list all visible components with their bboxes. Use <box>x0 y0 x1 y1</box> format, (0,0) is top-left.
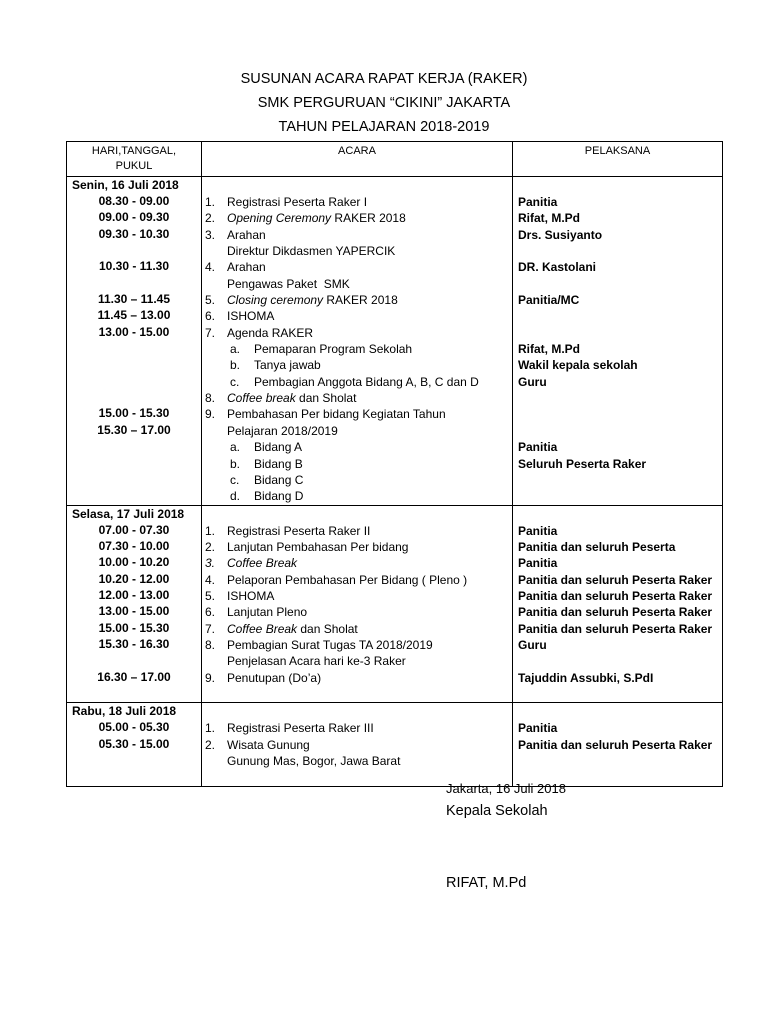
item-text-wrapper <box>227 539 408 555</box>
time-slot <box>67 752 201 768</box>
item-number: a. <box>230 440 241 455</box>
agenda-item <box>202 621 512 637</box>
agenda-item <box>202 737 512 753</box>
agenda-item <box>202 686 512 702</box>
item-text: Lanjutan Pleno <box>227 605 308 620</box>
agenda-item <box>202 390 512 406</box>
time-column-cell <box>67 505 202 703</box>
item-number: 7. <box>205 325 216 340</box>
item-text-wrapper <box>254 472 303 488</box>
time-slot: 07.00 - 07.30 <box>98 522 170 537</box>
item-text-wrapper <box>227 210 406 226</box>
item-text-wrapper <box>227 423 338 439</box>
item-text: Penutupan (Do’a) <box>227 670 322 685</box>
time-slot <box>67 356 201 372</box>
item-number: 3. <box>205 556 216 571</box>
item-number: 6. <box>205 309 216 324</box>
agenda-item <box>202 637 512 653</box>
time-slot: 05.00 - 05.30 <box>98 720 170 735</box>
item-text: Pengawas Paket SMK <box>227 276 350 291</box>
pelaksana-entry <box>513 243 722 259</box>
item-text-wrapper <box>227 276 350 292</box>
time-slot: 12.00 - 13.00 <box>98 587 170 602</box>
item-text: Pelaporan Pembahasan Per Bidang ( Pleno ) <box>227 572 468 587</box>
time-slot: 05.30 - 15.00 <box>98 736 170 751</box>
acara-column-cell <box>202 703 513 786</box>
item-text-wrapper <box>254 374 479 390</box>
item-number: c. <box>230 374 240 389</box>
item-number: 5. <box>205 588 216 603</box>
pelaksana-entry: Rifat, M.Pd <box>518 342 580 357</box>
agenda-item <box>202 604 512 620</box>
item-number: 1. <box>205 721 216 736</box>
item-text-wrapper <box>227 292 398 308</box>
header-col1-line1: HARI,TANGGAL, <box>91 145 177 157</box>
time-slot: 13.00 - 15.00 <box>98 604 170 619</box>
header-hari-tanggal-pukul <box>67 142 202 177</box>
time-slot <box>67 340 201 356</box>
item-text: Gunung Mas, Bogor, Jawa Barat <box>227 754 401 768</box>
agenda-item <box>202 292 512 308</box>
agenda-item <box>202 472 512 488</box>
pelaksana-column-cell <box>513 703 723 786</box>
time-slot <box>67 685 201 701</box>
time-slot: 10.00 - 10.20 <box>98 555 170 570</box>
agenda-item <box>202 488 512 504</box>
footer-position: Kepala Sekolah <box>446 803 548 819</box>
header-acara: ACARA <box>202 142 513 177</box>
item-text: Registrasi Peserta Raker II <box>227 523 371 538</box>
pelaksana-entry: Guru <box>518 637 547 652</box>
pelaksana-entry: Panitia dan seluruh Peserta Raker <box>518 572 713 587</box>
item-number: c. <box>230 472 240 487</box>
pelaksana-column-cell <box>513 177 723 506</box>
item-text: ISHOMA <box>227 588 275 603</box>
item-text-wrapper <box>227 406 446 422</box>
item-number: 8. <box>205 391 216 406</box>
day-date-label: Senin, 16 Juli 2018 <box>72 178 179 192</box>
time-slot <box>67 275 201 291</box>
item-number: 5. <box>205 293 216 308</box>
pelaksana-entry: Seluruh Peserta Raker <box>518 456 647 471</box>
day-date-label: Selasa, 17 Juli 2018 <box>72 506 185 521</box>
pelaksana-entry: Tajuddin Assubki, S.PdI <box>518 670 654 685</box>
time-slot <box>67 438 201 454</box>
pelaksana-entry: Panitia dan seluruh Peserta <box>518 539 676 554</box>
item-number: b. <box>230 358 241 373</box>
item-number: 6. <box>205 605 216 620</box>
item-text: Bidang A <box>254 440 303 455</box>
agenda-item <box>202 276 512 292</box>
time-slot <box>67 471 201 487</box>
time-slot <box>67 652 201 668</box>
item-text-wrapper <box>227 720 374 736</box>
pelaksana-entry <box>513 308 722 324</box>
header-col1-line2: PUKUL <box>115 160 153 172</box>
item-text-wrapper <box>254 439 302 455</box>
item-italic-text: Coffee break <box>227 391 296 406</box>
item-text: Wisata Gunung <box>227 737 310 752</box>
item-text-wrapper <box>227 259 266 275</box>
pelaksana-entry: Guru <box>518 374 547 389</box>
item-text: dan Sholat <box>297 621 358 636</box>
item-text-wrapper <box>227 604 307 620</box>
item-text: Bidang B <box>254 456 303 471</box>
pelaksana-entry: Panitia dan seluruh Peserta Raker <box>518 588 713 603</box>
item-text-wrapper <box>227 637 433 653</box>
agenda-item <box>202 572 512 588</box>
agenda-item <box>202 555 512 571</box>
pelaksana-entry <box>513 686 722 702</box>
time-column-cell <box>67 703 202 786</box>
pelaksana-entry: Panitia dan seluruh Peserta Raker <box>518 621 713 636</box>
item-text: Direktur Dikdasmen YAPERCIK <box>227 244 396 259</box>
item-text: Penjelasan Acara hari ke-3 Raker <box>227 654 406 669</box>
item-text-wrapper <box>254 357 321 373</box>
item-text: RAKER 2018 <box>331 211 406 226</box>
pelaksana-entry: Panitia <box>518 195 558 209</box>
item-number: 9. <box>205 407 216 422</box>
agenda-item <box>202 588 512 604</box>
time-slot <box>67 242 201 258</box>
time-slot: 10.30 - 11.30 <box>98 259 170 274</box>
footer-signatory-name: RIFAT, M.Pd <box>446 875 527 891</box>
time-slot <box>67 389 201 405</box>
item-text-wrapper <box>227 753 400 769</box>
time-slot: 09.00 - 09.30 <box>98 210 170 225</box>
pelaksana-entry <box>513 406 722 422</box>
pelaksana-entry: DR. Kastolani <box>518 260 597 275</box>
pelaksana-entry: Panitia <box>518 523 558 538</box>
pelaksana-entry <box>513 653 722 669</box>
acara-column-cell <box>202 505 513 703</box>
agenda-item <box>202 539 512 555</box>
item-text: Bidang C <box>254 472 304 487</box>
item-text-wrapper <box>227 588 274 604</box>
pelaksana-entry: Panitia dan seluruh Peserta Raker <box>518 737 713 752</box>
item-number: 2. <box>205 737 216 752</box>
item-text-wrapper <box>227 227 266 243</box>
header-pelaksana: PELAKSANA <box>513 142 723 177</box>
pelaksana-entry <box>513 423 722 439</box>
item-text: ISHOMA <box>227 309 275 324</box>
time-slot: 15.00 - 15.30 <box>98 620 170 635</box>
item-italic-text: Closing ceremony <box>227 293 324 308</box>
pelaksana-entry: Panitia/MC <box>518 293 580 308</box>
document-title-line1: SUSUNAN ACARA RAPAT KERJA (RAKER) <box>240 71 528 87</box>
item-number: 1. <box>205 195 216 209</box>
item-italic-text: Opening Ceremony <box>227 211 332 226</box>
agenda-item <box>202 423 512 439</box>
document-title-line2: SMK PERGURUAN “CIKINI” JAKARTA <box>257 95 511 111</box>
item-text: Arahan <box>227 260 266 275</box>
item-text-wrapper <box>227 308 274 324</box>
time-column-cell <box>67 177 202 506</box>
agenda-item <box>202 243 512 259</box>
item-text-wrapper <box>227 390 356 406</box>
item-text: Lanjutan Pembahasan Per bidang <box>227 539 409 554</box>
pelaksana-entry <box>513 390 722 406</box>
item-text: Pelajaran 2018/2019 <box>227 423 338 438</box>
item-text: Pembagian Anggota Bidang A, B, C dan D <box>254 374 479 389</box>
item-text: RAKER 2018 <box>323 293 398 308</box>
agenda-item <box>202 406 512 422</box>
day-date-label: Rabu, 18 Juli 2018 <box>72 704 177 719</box>
time-slot: 07.30 - 10.00 <box>98 538 170 553</box>
item-number: 7. <box>205 621 216 636</box>
pelaksana-entry: Panitia dan seluruh Peserta Raker <box>518 605 713 620</box>
item-text: dan Sholat <box>295 391 357 406</box>
day-section-row <box>67 505 723 703</box>
pelaksana-entry: Rifat, M.Pd <box>518 211 580 226</box>
item-number: 1. <box>205 523 216 538</box>
document-title-line3: TAHUN PELAJARAN 2018-2019 <box>278 119 490 135</box>
item-text-wrapper <box>254 488 303 504</box>
agenda-item <box>202 210 512 226</box>
pelaksana-entry <box>513 472 722 488</box>
item-text-wrapper <box>254 456 303 472</box>
item-text-wrapper <box>227 243 395 259</box>
item-text-wrapper <box>227 737 310 753</box>
item-text-wrapper <box>227 653 406 669</box>
item-text-wrapper <box>227 194 367 210</box>
agenda-item <box>202 439 512 455</box>
item-text: Registrasi Peserta Raker I <box>227 195 368 209</box>
item-number: 3. <box>205 227 216 242</box>
pelaksana-entry <box>513 276 722 292</box>
day-section-row <box>67 177 723 506</box>
pelaksana-entry: Wakil kepala sekolah <box>518 358 638 373</box>
time-slot: 11.30 – 11.45 <box>97 292 171 307</box>
item-number: 2. <box>205 211 216 226</box>
time-slot: 11.45 – 13.00 <box>97 308 171 323</box>
item-text-wrapper <box>227 572 467 588</box>
pelaksana-entry <box>513 753 722 769</box>
item-text: Bidang D <box>254 489 304 504</box>
item-italic-text: Coffee Break <box>227 621 298 636</box>
time-slot: 09.30 - 10.30 <box>98 226 170 241</box>
agenda-item <box>202 720 512 736</box>
agenda-item <box>202 357 512 373</box>
pelaksana-entry: Panitia <box>518 440 558 455</box>
agenda-item <box>202 670 512 686</box>
item-number: 4. <box>205 572 216 587</box>
pelaksana-entry: Panitia <box>518 556 558 571</box>
agenda-item <box>202 308 512 324</box>
agenda-item <box>202 194 512 210</box>
agenda-table <box>66 141 723 787</box>
item-number: 4. <box>205 260 216 275</box>
day-section-row <box>67 703 723 786</box>
item-text-wrapper <box>227 523 370 539</box>
time-slot <box>67 373 201 389</box>
item-number: 8. <box>205 637 216 652</box>
pelaksana-entry: Panitia <box>518 721 558 736</box>
item-italic-text: Coffee Break <box>227 556 298 571</box>
acara-column-cell <box>202 177 513 506</box>
time-slot: 15.00 - 15.30 <box>98 406 170 421</box>
time-slot: 10.20 - 12.00 <box>98 571 170 586</box>
agenda-item <box>202 341 512 357</box>
agenda-item <box>202 523 512 539</box>
item-number: a. <box>230 342 241 357</box>
item-text-wrapper <box>227 325 313 341</box>
item-number: d. <box>230 489 241 504</box>
footer-place-date: Jakarta, 16 Juli 2018 <box>446 781 566 796</box>
pelaksana-entry: Drs. Susiyanto <box>518 227 603 242</box>
item-text-wrapper <box>227 555 297 571</box>
time-slot <box>67 487 201 503</box>
agenda-item <box>202 753 512 769</box>
pelaksana-entry <box>513 325 722 341</box>
time-slot <box>67 455 201 471</box>
time-slot: 15.30 – 17.00 <box>97 422 171 437</box>
item-text: Pembagian Surat Tugas TA 2018/2019 <box>227 637 433 652</box>
item-text: Arahan <box>227 227 266 242</box>
item-text: Tanya jawab <box>254 358 321 373</box>
item-text-wrapper <box>254 341 412 357</box>
agenda-item <box>202 374 512 390</box>
pelaksana-column-cell <box>513 505 723 703</box>
time-slot: 16.30 – 17.00 <box>97 669 171 684</box>
item-text: Pemaparan Program Sekolah <box>254 342 413 357</box>
agenda-item <box>202 653 512 669</box>
item-number: 2. <box>205 539 216 554</box>
time-slot <box>67 768 201 784</box>
agenda-item <box>202 325 512 341</box>
item-text: Registrasi Peserta Raker III <box>227 721 374 736</box>
time-slot: 08.30 - 09.00 <box>98 194 170 208</box>
item-text-wrapper <box>227 621 358 637</box>
agenda-item <box>202 227 512 243</box>
item-text: Agenda RAKER <box>227 325 314 340</box>
item-number: b. <box>230 456 241 471</box>
item-text-wrapper <box>227 670 321 686</box>
time-slot: 13.00 - 15.00 <box>98 324 170 339</box>
agenda-item <box>202 259 512 275</box>
agenda-item <box>202 456 512 472</box>
table-header-row <box>67 142 723 177</box>
pelaksana-entry <box>513 488 722 504</box>
item-number: 9. <box>205 670 216 685</box>
time-slot: 15.30 - 16.30 <box>98 636 170 651</box>
item-text: Pembahasan Per bidang Kegiatan Tahun <box>227 407 446 422</box>
